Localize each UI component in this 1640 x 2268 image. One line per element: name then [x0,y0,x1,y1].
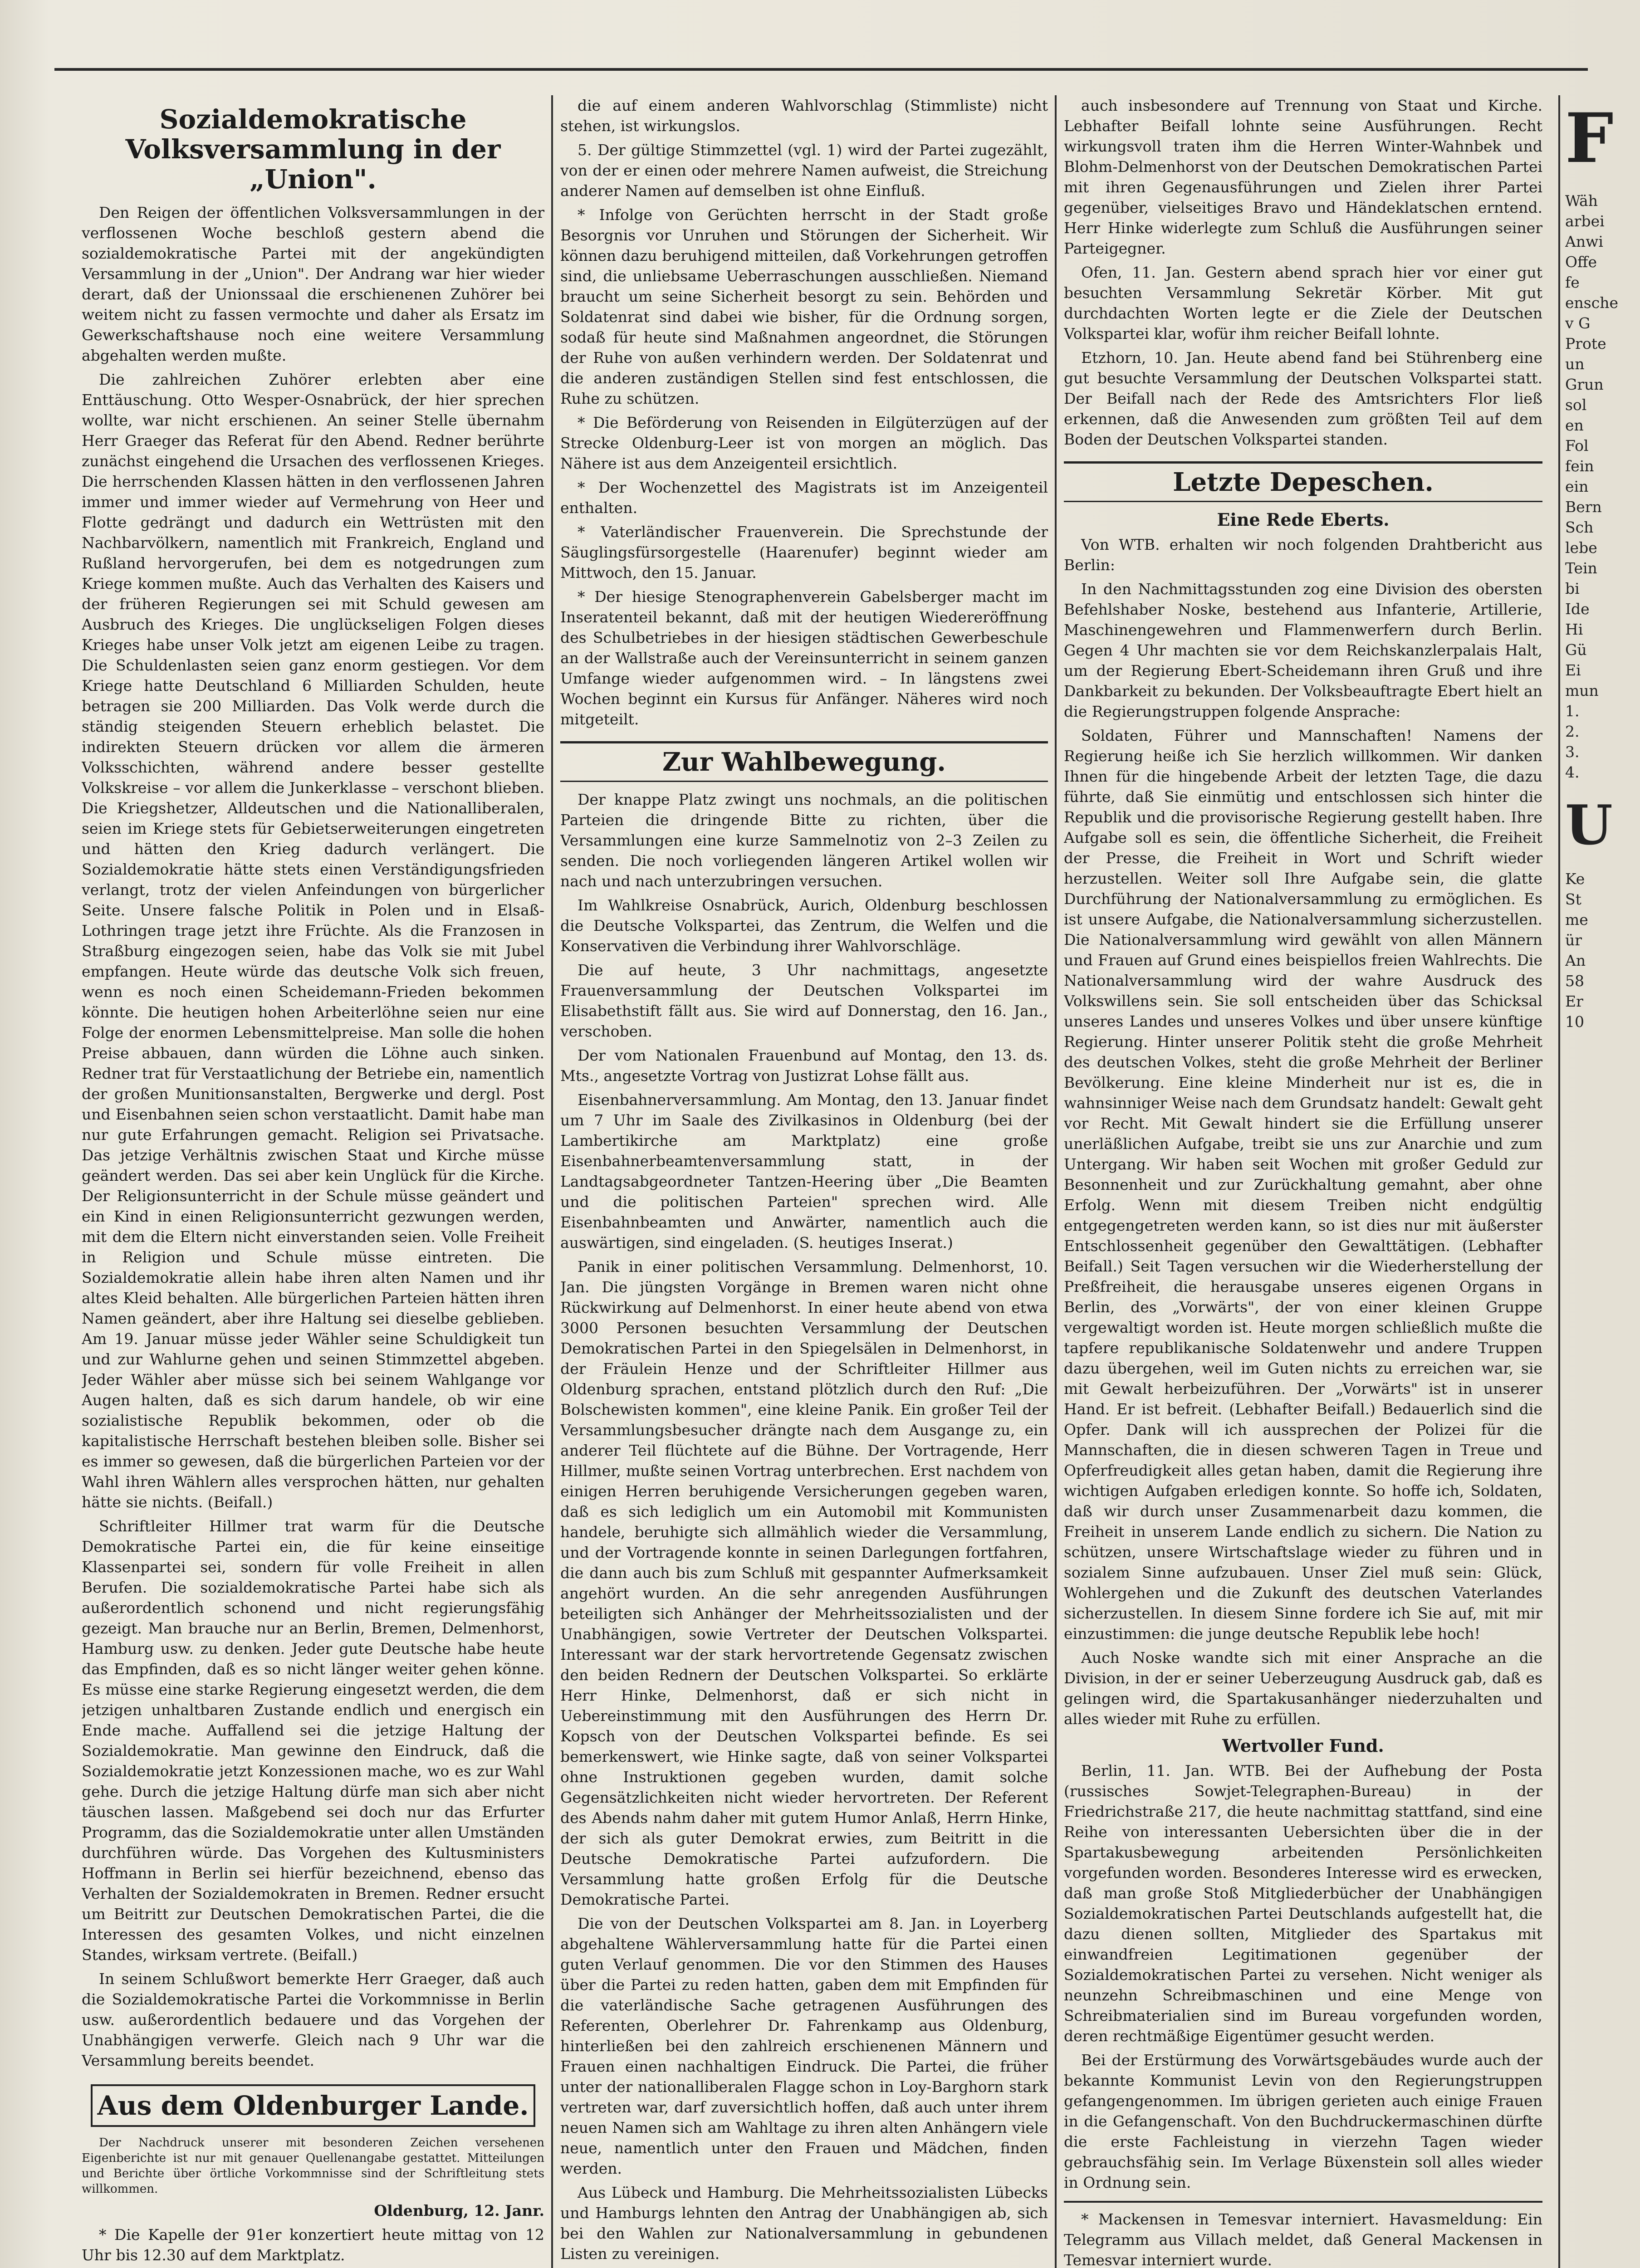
edge-line: v G [1565,314,1591,332]
paragraph: Der knappe Platz zwingt uns nochmals, an die politischen Parteien die dringende Bitte zu richten, über die Versammlungen eine kurze Sammelnotiz von 2–3 Zeilen zu senden. Die noch vorliegenden längeren Artikel wollen wir nach und nach unterzubringen versuchen. [560,791,1048,890]
edge-line: Er [1565,992,1583,1010]
edge-line: lebe [1565,539,1597,557]
edge-line: Ei [1565,661,1581,679]
paragraph: Soldaten, Führer und Mannschaften! Namens der Regierung heiße ich Sie herzlich willkommen. Wir danken Ihnen für die hingebende Arbeit der letzten Tage, die dazu führte, daß Sie einmütig und entschlossen sich hinter die Republik und die provisorische Regierung gestellt haben. Ihre Aufgabe soll es sein, die öffentliche Sicherheit, die Freiheit der Presse, die Freiheit in Wort und Schrift wieder herzustellen. Weiter soll Ihre Aufgabe sein, die glatte Durchführung der Nationalversammlung zu ermöglichen. Es ist unsere Aufgabe, die Nationalversammlung sicherzustellen. Die Nationalversammlung wird gewählt von allen Männern und Frauen auf Grund eines beispiellos freien Wahlrechts. Die Nationalversammlung wird der wahre Ausdruck des Volkswillens sein. Sie soll entscheiden über das Schicksal unseres Landes und unseres Volkes und über unsere künftige Regierung. Hinter unserer Politik steht die große Mehrheit des deutschen Volkes, steht die große Mehrheit der Berliner Bevölkerung. Eine kleine Minderheit nur ist es, die in wahnsinniger Weise nach dem Grundsatz handelt: Gewalt geht vor Recht. Mit Gewalt hindert sie die Erfüllung unserer unerläßlichen Aufgabe, treibt sie uns zur Anarchie und zum Untergang. Wir haben seit Wochen mit großer Geduld zur Besonnenheit und zur Zurückhaltung gemahnt, aber ohne Erfolg. Wenn mit diesem Treiben nicht endgültig entgegengetreten werden kann, so ist dies nur mit äußerster Entschlossenheit gegenüber den Gewalttätigen. (Lebhafter Beifall.) Seit Tagen versuchen wir die Wiederherstellung der Preßfreiheit, die herausgabe unseres eigenen Organs in Berlin, des „Vorwärts", der von einer kleinen Gruppe vergewaltigt worden ist. Heute morgen schließlich mußte die tapfere republikanische Soldatenwehr und andere Truppen dazu übergehen, weil im Guten nichts zu erreichen war, sie mit Gewalt herbeizuführen. Der „Vorwärts" ist in unserer Hand. Er ist befreit. (Lebhafter Beifall.) Bedauerlich sind die Opfer. Dank will ich aussprechen der Polizei für die Mannschaften, die in diesen schweren Tagen in Treue und Opferfreudigkeit alles getan haben, damit die Regierung ihre wichtigen Aufgaben erledigen konnte. So hoffe ich, Soldaten, daß wir durch unser Zusammenarbeit dazu kommen, die Freiheit in unserem Lande endlich zu sichern. Die Nation zu schützen, unsere Wirtschaftslage wieder zu führen und in sozialem Sinne aufzubauen. Unser Ziel muß sein: Glück, Wohlergehen und die Zukunft des deutschen Vaterlandes sicherzustellen. In diesem Sinne fordere ich Sie auf, mit mir einzustimmen: die junge deutsche Republik lebe hoch! [1064,727,1542,1642]
paragraph: die auf einem anderen Wahlvorschlag (Stimmliste) nicht stehen, ist wirkungslos. [560,97,1048,135]
edge-line: 1. [1565,702,1580,720]
edge-line: fe [1565,274,1580,291]
divider-rule [1064,2201,1542,2203]
edge-text-lines-2 [1565,869,1638,1032]
reprint-note: Der Nachdruck unserer mit besonderen Zeichen versehenen Eigenberichte ist nur mit genauer Quellenangabe gestattet. Mitteilungen und Berichte über örtliche Vorkommnisse sind der Schriftleitung stets willkommen. [82,2136,544,2196]
paragraph: Den Reigen der öffentlichen Volksversammlungen in der verflossenen Woche beschloß gestern abend die sozialdemokratische Partei mit der angekündigten Versammlung in der „Union". Der Andrang war hier wieder derart, daß der Unionssaal die erschienenen Zuhörer bei weitem nicht zu fassen vermochte und daher als Ersatz im Gewerkschaftshause noch eine weitere Versammlung abgehalten werden mußte. [82,204,544,364]
edge-line: mun [1565,682,1599,699]
paragraph: * Infolge von Gerüchten herrscht in der Stadt große Besorgnis vor Unruhen und Störungen der Sicherheit. Wir können dazu beruhigend mitteilen, daß Vorkehrungen getroffen sind, die unliebsame Ueberraschungen ausschließen. Niemand braucht um seine Sicherheit besorgt zu sein. Behörden und Soldatenrat sind dabei wie bisher, für die Ordnung sorgen, sodaß für heute sind Maßnahmen angeordnet, die Störungen der Ruhe von außen verhindern werden. Der Soldatenrat und die anderen zuständigen Stellen sind fest entschlossen, die Ruhe zu schützen. [560,206,1048,407]
edge-line: Gü [1565,641,1587,659]
edge-line: Prote [1565,335,1606,352]
paragraph: Die auf heute, 3 Uhr nachmittags, angesetzte Frauenversammlung der Deutschen Volkspartei im Elisabethstift fällt aus. Sie wird auf Donnerstag, den 16. Jan., verschoben. [560,961,1048,1040]
edge-line: ür [1565,931,1582,949]
edge-line: en [1565,416,1584,434]
edge-line: 58 [1565,972,1584,990]
edge-initial: F [1565,98,1614,178]
edge-line: Fol [1565,437,1589,455]
edge-line: Ke [1565,870,1585,888]
edge-line: me [1565,911,1588,929]
paragraph: Die zahlreichen Zuhörer erlebten aber eine Enttäuschung. Otto Wesper-Osnabrück, der hier sprechen wollte, war nicht erschienen. An seiner Stelle übernahm Herr Graeger das Referat für den Abend. Redner berührte zunächst eingehend die Ursachen des verflossenen Krieges. Die herrschenden Klassen hätten in den verflossenen Jahren immer und immer wieder auf Vermehrung von Heer und Flotte gedrängt und dadurch ein Wettrüsten mit den Nachbarvölkern, namentlich mit Frankreich, England und Rußland hervorgerufen, bei dem es notgedrungen zum Kriege kommen mußte. Auch das Verhalten des Kaisers und der früheren Regierungen sei mit Schuld gewesen am Ausbruch des Krieges. Die unglückseligen Folgen dieses Krieges habe unser Volk jetzt am eigenen Leibe zu tragen. Die Schuldenlasten seien ganz enorm gestiegen. Vor dem Kriege hatte Deutschland 6 Milliarden Schulden, heute betragen sie 200 Milliarden. Das Volk werde durch die ständig steigenden Steuern erheblich belastet. Die indirekten Steuern drücken vor allem die ärmeren Volksschichten, während andere besser gestellte Volkskreise – vor allem die Junkerklasse – verschont blieben. Die Kriegshetzer, Alldeutschen und die Nationalliberalen, seien im Kriege stets für Gebietserweiterungen eingetreten und hätten den Krieg dadurch verlängert. Die Sozialdemokratie hätte stets einen Verständigungsfrieden verlangt, trotz der vielen Anfeindungen von bürgerlicher Seite. Unsere falsche Politik in Polen und in Elsaß-Lothringen trage jetzt ihre Früchte. Als die Franzosen in Straßburg eingezogen seien, habe das Volk sie mit Jubel empfangen. Heute würde das deutsche Volk sich freuen, wenn es noch einen Scheidemann-Frieden bekommen könnte. Die heutigen hohen Arbeiterlöhne seien nur eine Folge der enormen Lebensmittelpreise. Man solle die hohen Preise abbauen, dann würden die Löhne auch sinken. Redner trat für Verstaatlichung der Betriebe ein, namentlich der großen Munitionsanstalten, Bergwerke und dergl. Post und Eisenbahnen seien schon verstaatlicht. Damit habe man nur gute Erfahrungen gemacht. Religion sei Privatsache. Das jetzige Verhältnis zwischen Staat und Kirche müsse geändert werden. Das sei aber kein Unglück für die Kirche. Der Religionsunterricht in der Schule müsse geändert und ein Kind in einen Religionsunterricht gezwungen werden, mit dem die Eltern nicht einverstanden seien. Volle Freiheit in Religion und Schule müsse eintreten. Die Sozialdemokratie allein habe ihren alten Namen und ihr altes Kleid behalten. Alle bürgerlichen Parteien hätten ihren Namen geändert, aber ihre Haltung sei dieselbe geblieben. Am 19. Januar müsse jeder Wähler seine Schuldigkeit tun und zur Wahlurne gehen und seinen Stimmzettel abgeben. Jeder Wähler aber müsse sich bei seinem Wahlgange vor Augen halten, daß es sich darum handele, ob wir eine sozialistische Republik bekommen, oder ob die kapitalistische Herrschaft bestehen bleiben solle. Bisher sei es immer so gewesen, daß die bürgerlichen Parteien vor der Wahl ihren Wählern alles versprochen hätten, nur gehalten hätte sie nichts. (Beifall.) [82,371,544,1511]
section-title-wahlbewegung: Zur Wahlbewegung. [560,741,1048,782]
edge-text-lines [1565,191,1638,782]
edge-line: 4. [1565,763,1580,781]
paragraph: Die von der Deutschen Volkspartei am 8. Jan. in Loyerberg abgehaltene Wählerversammlung hatte für die Partei einen guten Verlauf genommen. Die vor den Stimmen des Hauses über die Partei zu reden hatten, gaben dem mit Empfinden für die vaterländische Sache getragenen Ausführungen des Referenten, Oberlehrer Dr. Fahrenkamp aus Oldenburg, hinterließen bei den zahlreich erschienenen Männern und Frauen einen nachhaltigen Eindruck. Die Partei, die früher unter der nationalliberalen Flagge schon in Loy-Barghorn stark vertreten war, darf zuversichtlich hoffen, daß auch unter ihrem neuen Namen sich am Wahltage zu ihren alten Anhängern viele neue, namentlich unter den Frauen und Mädchen, finden werden. [560,1915,1048,2177]
edge-line: Grun [1565,376,1604,393]
paragraph: Schriftleiter Hillmer trat warm für die Deutsche Demokratische Partei ein, die für keine einseitige Klassenpartei sei, sondern für volle Freiheit in allen Berufen. Die sozialdemokratische Partei habe sich als außerordentlich schonend und nicht regierungsfähig gezeigt. Man brauche nur an Berlin, Bremen, Delmenhorst, Hamburg usw. zu denken. Jeder gute Deutsche habe heute das Empfinden, daß es so nicht länger weiter gehen könne. Es müsse eine starke Regierung eingesetzt werden, die dem jetzigen unhaltbaren Zustande endlich und energisch ein Ende mache. Auffallend sei die jetzige Haltung der Sozialdemokratie. Man gewinne den Eindruck, daß die Sozialdemokratie jetzt Konzessionen mache, wo es zur Wahl gehe. Durch die jetzige Haltung dürfe man sich aber nicht täuschen lassen. Maßgebend sei doch nur das Erfurter Programm, das die Sozialdemokratie unter allen Umständen durchführen würde. Das Vorgehen des Kultusministers Hoffmann in Berlin sei hierfür bezeichnend, ebenso das Verhalten der Sozialdemokraten in Bremen. Redner ersucht um Beitritt zur Deutschen Demokratischen Partei, die die Interessen des gesamten Volkes, und nicht einzelnen Standes, wirksam vertrete. (Beifall.) [82,1517,544,1964]
edge-line: Offe [1565,253,1597,271]
header-rule [54,68,1588,71]
column-divider [551,95,553,2268]
paragraph: Panik in einer politischen Versammlung. Delmenhorst, 10. Jan. Die jüngsten Vorgänge in Bremen waren nicht ohne Rückwirkung auf Delmenhorst. In einer heute abend von etwa 3000 Personen besuchten Versammlung der Deutschen Demokratischen Partei in den Spiegelsälen in Delmenhorst, in der Fräulein Henze und der Schriftleiter Hillmer aus Oldenburg sprachen, entstand plötzlich durch den Ruf: „Die Bolschewisten kommen", eine kleine Panik. Ein großer Teil der Versammlungsbesucher drängte nach dem Ausgange zu, ein anderer Teil flüchtete auf die Bühne. Der Vortragende, Herr Hillmer, mußte seinen Vortrag unterbrechen. Erst nachdem von einigen Herren beruhigende Versicherungen gegeben waren, daß es sich lediglich um ein Automobil mit Kommunisten handele, beruhigte sich allmählich wieder die Versammlung, und der Vortragende konnte in seinen Darlegungen fortfahren, die dann auch bis zum Schluß mit gespannter Aufmerksamkeit angehört wurden. An die sehr anregenden Ausführungen beteiligten sich Anhänger der Mehrheitssozialisten und der Unabhängigen, sowie Vertreter der Deutschen Volkspartei. Interessant war der stark hervortretende Gegensatz zwischen den beiden Rednern der Deutschen Volkspartei. So erklärte Herr Hinke, Delmenhorst, daß er sich nicht in Uebereinstimmung mit den Ausführungen des Herrn Dr. Kopsch von der Deutschen Volkspartei befinde. Es sei bemerkenswert, wie Hinke sagte, daß von seiner Volkspartei ohne Instruktionen gegeben wurden, damit solche Gegensätzlichkeiten nicht wieder hervortreten. Der Referent des Abends nahm daher mit gutem Humor Anlaß, Herrn Hinke, der sich als guter Demokrat erwies, zum Beitritt in die Deutsche Demokratische Partei aufzufordern. Die Versammlung hatte großen Erfolg für die Deutsche Demokratische Partei. [560,1258,1048,1908]
adjacent-page-fragment [1565,95,1638,2268]
paragraph: auch insbesondere auf Trennung von Staat und Kirche. Lebhafter Beifall lohnte seine Ausführungen. Recht wirkungsvoll traten ihm die Herren Winter-Wahnbek und Blohm-Delmenhorst von der Deutschen Demokratischen Partei mit ihren Gegenausführungen und Zielen ihrer Partei gegenüber, vielseitiges Bravo und Händeklatschen erntend. Herr Hinke widerlegte zum Schluß die Ausführungen seiner Parteigegner. [1064,97,1542,257]
edge-initial-2: U [1565,793,1613,857]
edge-line: St [1565,890,1581,908]
paragraph: In seinem Schlußwort bemerkte Herr Graeger, daß auch die Sozialdemokratische Partei die Vorkommnisse in Berlin usw. außerordentlich bedauere und das Vorgehen der Unabhängigen verwerfe. Gleich nach 9 Uhr war die Versammlung bereits beendet. [82,1970,544,2069]
edge-line: bi [1565,580,1580,597]
dateline-oldenburg: Oldenburg, 12. Janr. [374,2202,544,2219]
column-divider [1055,95,1057,2268]
edge-line: Anwi [1565,233,1603,250]
paragraph: * Der Wochenzettel des Magistrats ist im Anzeigenteil enthalten. [560,479,1048,517]
paragraph: 5. Der gültige Stimmzettel (vgl. 1) wird der Partei zugezählt, von der er einen oder mehrere Namen aufweist, die Streichung anderer Namen auf demselben ist ohne Einfluß. [560,141,1048,200]
section-title-letzte-depeschen: Letzte Depeschen. [1064,461,1542,502]
paragraph: Auch Noske wandte sich mit einer Ansprache an die Division, in der er seiner Ueberzeugung Ausdruck gab, daß es gelingen wird, die Spartakusanhänger niederzuhalten und alles wieder mit Ruhe zu erfüllen. [1064,1649,1542,1728]
local-news-list [82,2224,544,2268]
paragraph: * Der hiesige Stenographenverein Gabelsberger macht im Inseratenteil bekannt, daß mit der heutigen Wiedereröffnung des Schulbetriebes in der hiesigen städtischen Gewerbeschule an der Wallstraße auch der Vereinsunterricht in seinem ganzen Umfange wieder aufgenommen wird. – In längstens zwei Wochen beginnt ein Kursus für Anfänger. Näheres wird noch mitgeteilt. [560,588,1048,728]
edge-line: fein [1565,457,1594,475]
edge-line: Wäh [1565,192,1598,210]
column-2 [560,95,1048,2268]
paragraph: Eisenbahnerversammlung. Am Montag, den 13. Januar findet um 7 Uhr im Saale des Zivilkasinos in Oldenburg (bei der Lambertikirche am Marktplatz) eine große Eisenbahnerbeamtenversammlung statt, in der Landtagsabgeordneter Tantzen-Heering über „Die Beamten und die politischen Parteien" sprechen wird. Alle Eisenbahnbeamten und Anwärter, namentlich auch die auswärtigen, sind eingeladen. (S. heutiges Inserat.) [560,1091,1048,1251]
paragraph: Bei der Erstürmung des Vorwärtsgebäudes wurde auch der bekannte Kommunist Levin von den Regierungstruppen gefangengenommen. Im übrigen gerieten auch einige Frauen in die Gefangenschaft. Von den Buchdruckermaschinen dürfte die erste Fachleistung in vierzehn Tagen wieder gebrauchsfähig sein. Im Verlage Büxenstein soll alles wieder in Ordnung sein. [1064,2051,1542,2191]
edge-line: 3. [1565,743,1580,761]
paragraph: * Die Beförderung von Reisenden in Eilgüterzügen auf der Strecke Oldenburg-Leer ist von morgen an möglich. Das Nähere ist aus dem Anzeigenteil ersichtlich. [560,414,1048,472]
subhead-wertvoller-fund: Wertvoller Fund. [1222,1735,1384,1756]
subhead-rede-eberts: Eine Rede Eberts. [1217,509,1390,530]
page-edge-divider [1558,95,1560,2268]
edge-line: arbei [1565,212,1605,230]
column-3 [1064,95,1542,2268]
paragraph: * Vaterländischer Frauenverein. Die Sprechstunde der Säuglingsfürsorgestelle (Haarenufer) beginnt wieder am Mittwoch, den 15. Januar. [560,523,1048,582]
edge-line: Hi [1565,621,1583,638]
paragraph: Im Wahlkreise Osnabrück, Aurich, Oldenburg beschlossen die Deutsche Volkspartei, das Zentrum, die Welfen und die Konservativen die Verbindung ihrer Wahlvorschläge. [560,896,1048,955]
article-body-union [82,202,544,2071]
article-headline-union: Sozialdemokratische Volksversammlung in der „Union". [125,104,501,195]
edge-line: 2. [1565,723,1580,740]
edge-line: sol [1565,396,1587,414]
paragraph: Der vom Nationalen Frauenbund auf Montag, den 13. ds. Mts., angesetzte Vortrag von Justizrat Lohse fällt aus. [560,1046,1048,1085]
edge-line: ein [1565,478,1589,495]
edge-line: Bern [1565,498,1602,516]
paragraph: Von WTB. erhalten wir noch folgenden Drahtbericht aus Berlin: [1064,536,1542,574]
paragraph: Aus Lübeck und Hamburg. Die Mehrheitssozialisten Lübecks und Hamburgs lehnten den Antrag der Unabhängigen ab, sich bei den Wahlen zur Nationalversammlung in gebundenen Listen zu vereinigen. [560,2184,1048,2263]
paragraph: Etzhorn, 10. Jan. Heute abend fand bei Stührenberg eine gut besuchte Versammlung der Deutschen Volkspartei statt. Der Beifall nach der Rede des Amtsrichters Flor ließ erkennen, daß die Anwesenden zum größten Teil auf dem Boden der Deutschen Volkspartei standen. [1064,349,1542,448]
edge-line: Ide [1565,600,1590,618]
edge-line: Tein [1565,559,1597,577]
paragraph: Berlin, 11. Jan. WTB. Bei der Aufhebung der Posta (russisches Sowjet-Telegraphen-Bureau) in der Friedrichstraße 217, die heute nachmittag stattfand, sind eine Reihe von interessanten Uebersichten über die in der Spartakusbewegung arbeitenden Persönlichkeiten vorgefunden worden. Besonderes Interesse wird es erwecken, daß man große Stoß Mitgliederbücher der Unabhängigen Sozialdemokratischen Partei Deutschlands aufgestellt hat, die dazu dienen sollten, Mitglieder des Spartakus mit einwandfreien Legitimationen gegenüber der Sozialdemokratischen Partei zu versehen. Nicht weniger als neunzehn Schreibmaschinen und eine Menge von Schreibmaterialien sind im Bureau vorgefunden worden, deren rechtmäßige Eigentümer gesucht werden. [1064,1762,1542,2045]
edge-line: un [1565,355,1585,373]
paragraph: Ofen, 11. Jan. Gestern abend sprach hier vor einer gut besuchten Versammlung Sekretär Körber. Mit gut durchdachten Worten legte er die Ziele der Deutschen Volkspartei klar, wofür ihm reicher Beifall lohnte. [1064,264,1542,342]
column-1 [82,95,544,2268]
edge-line: ensche [1565,294,1618,312]
edge-line: 10 [1565,1013,1584,1031]
edge-line: Sch [1565,518,1594,536]
paragraph: * Die Kapelle der 91er konzertiert heute mittag von 12 Uhr bis 12.30 auf dem Marktplatz. [82,2226,544,2264]
edge-line: An [1565,952,1586,969]
paragraph-mackensen: * Mackensen in Temesvar interniert. Havasmeldung: Ein Telegramm aus Villach meldet, daß General Mackensen in Temesvar interniert wurde. [1064,2210,1542,2268]
paragraph: In den Nachmittagsstunden zog eine Division des obersten Befehlshaber Noske, bestehend aus Infanterie, Artillerie, Maschinengewehren und Flammenwerfern durch Berlin. Gegen 4 Uhr machten sie vor dem Reichskanzlerpalais Halt, um der Regierung Ebert-Scheidemann ihren Gruß und ihre Dankbarkeit zu bekunden. Der Volksbeauftragte Ebert hielt an die Regierungstruppen folgende Ansprache: [1064,580,1542,720]
section-title-oldenburger-lande: Aus dem Oldenburger Lande. [91,2084,535,2127]
